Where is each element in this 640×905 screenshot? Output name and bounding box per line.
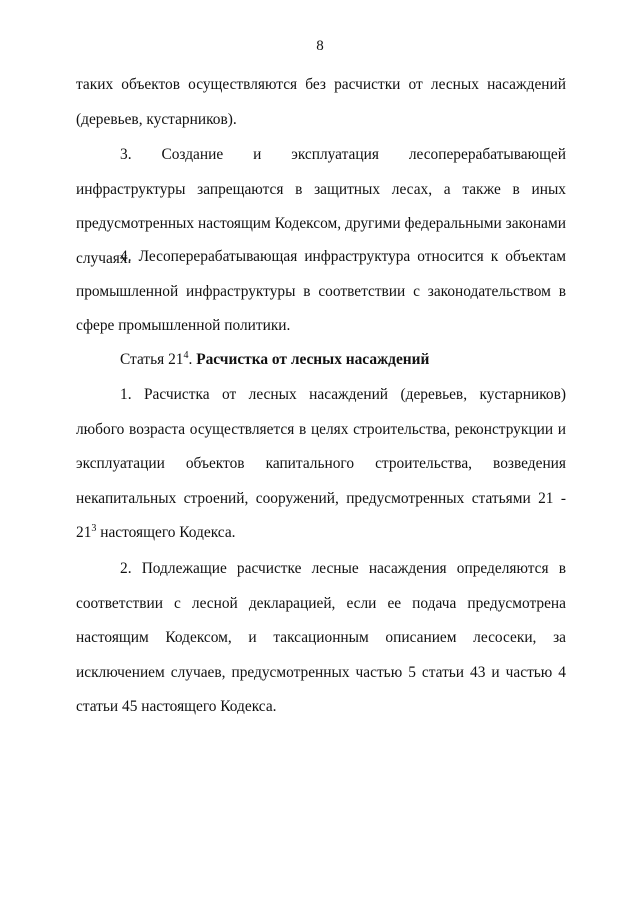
article-heading-block — [76, 343, 566, 378]
text-block-article-item-1 — [76, 378, 566, 551]
text-block-top — [76, 68, 566, 137]
paragraph-item-4: 4. Лесоперерабатывающая инфраструктура относится к объектам промышленной инфраструктуры в соответствии с законодательством в сфере промышленной политики. — [76, 248, 566, 335]
paragraph-item-3: 3. Создание и эксплуатация лесоперерабатывающей инфраструктуры запрещаются в защитных лесах, а также в иных предусмотренных настоящим Кодексом, другими федеральными законами случаях. — [76, 146, 566, 267]
article-paragraph-1-superscript: 3 — [91, 523, 97, 535]
paragraph-continuation: таких объектов осуществляются без расчистки от лесных насаждений (деревьев, кустарников). — [76, 76, 566, 128]
text-block-item-4 — [76, 240, 566, 344]
article-heading — [76, 343, 566, 378]
article-dot: . — [188, 351, 197, 368]
article-paragraph-1 — [76, 378, 566, 551]
article-title: Расчистка от лесных насаждений — [196, 351, 430, 368]
article-paragraph-1-tail: настоящего Кодекса. — [96, 524, 236, 542]
text-block-article-item-2 — [76, 552, 566, 725]
article-number-superscript: 4 — [183, 350, 189, 361]
article-paragraph-1-main: 1. Расчистка от лесных насаждений (деревьев, кустарников) любого возраста осуществляется в целях строительства, реконструкции и эксплуатации объектов капитального строительства, возведения некапитальных строений, сооружений, предусмотренных статьями 21 - 21 — [76, 386, 566, 542]
page-number: 8 — [316, 38, 324, 54]
article-prefix: Статья 21 — [120, 351, 184, 368]
article-paragraph-2: 2. Подлежащие расчистке лесные насаждения определяются в соответствии с лесной декларацией, если ее подача предусмотрена настоящим Кодексом, и таксационным описанием лесосеки, за исключением случаев, предусмотренных частью 5 статьи 43 и частью 4 статьи 45 настоящего Кодекса. — [76, 560, 566, 716]
